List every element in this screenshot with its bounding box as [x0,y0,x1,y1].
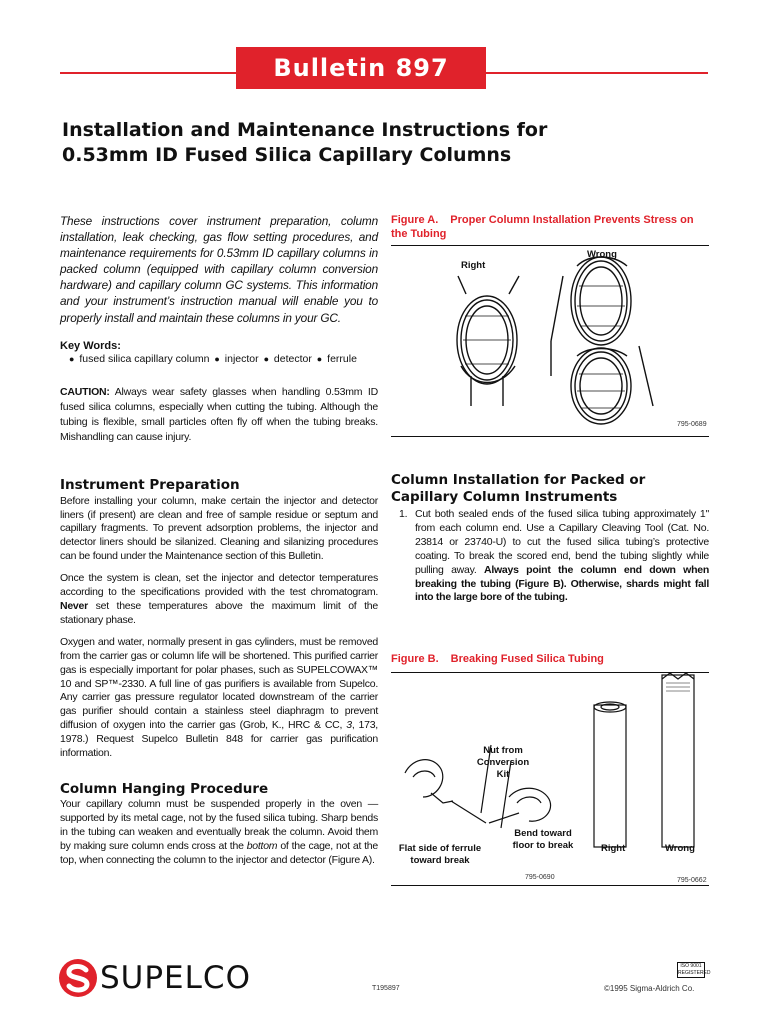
keyword: detector [273,352,312,365]
bulletin-badge: Bulletin 897 [236,47,486,89]
supelco-logo [58,958,251,998]
section-title-installation: Column Installation for Packed or Capillary Column Instruments [391,472,646,505]
emphasis: Never [60,600,88,612]
figure-a-code: 795-0689 [677,421,707,428]
figure-b-caption [391,652,709,666]
title-line-1: Installation and Maintenance Instructions for [62,119,548,141]
bullet-icon: ● [69,353,75,364]
text-run: , 173, 1978.) Request Supelco Bulletin 848 for carrier gas purification information. [60,719,378,760]
instrument-prep-body [60,495,378,761]
figure-b-code-right: 795-0662 [677,877,707,885]
copyright: ©1995 Sigma-Aldrich Co. [604,984,695,993]
paragraph [60,572,378,628]
keyword: ferrule [327,352,357,365]
figure-b-right-label: Right [601,843,626,855]
figure-label: Figure A. [391,214,439,226]
figure-a-right-label: Right [461,260,486,271]
emphasis: Always point the column end down when breaking the tubing (Figure B). Otherwise, shards might fall into the large bore of the tubing. [415,563,709,604]
logo-wordmark: SUPELCO [100,960,251,996]
keyword: fused silica capillary column [79,352,210,365]
emphasis: bottom [246,839,278,852]
caution-label: CAUTION: [60,385,110,398]
right-column [391,213,709,886]
installation-step-1 [391,508,709,613]
text-run: set these temperatures above the maximum limit of the stationary phase. [60,600,378,626]
emphasis: 3 [346,719,352,732]
text-run: Cut both sealed ends of the fused silica tubing approximately 1" from each column end. Use a Capillary Cleaving Tool (Cat. No. 23814 or 23740-U) to cut the fused silica tubing’s protective coating. To break the scored end, bend the tubing slightly while pulling away. [415,508,709,576]
section-title-instrument-prep: Instrument Preparation [60,476,240,493]
bullet-icon: ● [214,353,220,364]
bullet-icon: ● [263,353,269,364]
paragraph [60,798,378,868]
figure-a-wrong-label: Wrong [587,249,617,260]
text-run: Oxygen and water, normally present in gas cylinders, must be removed from the carrier gas or column life will be shortened. This purified carrier gas is especially important for polar phases, such as SUPELCOWAX™ 10 and SP™-2330. A full line of gas purifiers is available from Supelco. Any carrier gas pressure regulator located downstream of the carrier gas purifier should contain a stainless steel diaphragm to prevent diffusion of oxygen into the carrier gas (Grob, K., HRC & CC, [60,635,378,732]
intro-paragraph: These instructions cover instrument preparation, column installation, leak checking, gas flow setting procedures, and maintenance requirements for 0.53mm ID capillary columns in packed column (equipped with capillary column conversion hardware) and capillary column GC systems. This information and your instrument’s instruction manual will enable you to properly install and maintain these columns in your GC. [60,214,378,325]
document-title [62,118,662,168]
figure-b-code-left: 795-0690 [525,874,555,882]
caution-text: Always wear safety glasses when handling 0.53mm ID fused silica columns, especially when cutting the tubing. Although the tubing is flexible, small particles often fly off when the tubing breaks. Mishandling can cause injury. [60,385,378,443]
figure-a-bottom-rule [391,436,709,437]
keywords-title: Key Words: [60,339,121,352]
keyword: injector [224,352,259,365]
figure-b-bottom-rule [391,885,709,886]
title-line-2: 0.53mm ID Fused Silica Capillary Columns [62,144,512,166]
text-run: of the cage, not at the top, when connecting the column to the injector and detector (Figure A). [60,839,378,866]
bend-callout: Bend toward floor to break [512,828,574,852]
paragraph [60,636,378,761]
paragraph: Before installing your column, make certain the injector and detector liners (if present) are clean and free of sample residue or septum and capillary fragments. To prevent adsorption problems, the injector and detector liners should be silanized. Cleaning and silanizing procedures can be found under the Maintenance section of this Bulletin. [60,494,378,563]
hanging-body [60,798,378,868]
left-column [60,213,378,876]
iso-badge: ISO 9001 REGISTERED [678,963,711,976]
caution-paragraph [60,385,378,445]
document-code: T195897 [372,985,400,992]
ferrule-callout: Flat side of ferrule toward break [398,843,482,867]
figure-label: Figure B. [391,653,439,666]
figure-a-area [391,246,709,436]
supelco-s-icon [58,958,98,998]
figure-b-area [391,673,709,885]
figure-a-caption [391,213,709,241]
text-run: Your capillary column must be suspended properly in the oven — supported by its metal cage, not by the fused silica tubing. Sharp bends in the tubing can weaken and eventually break the column. Avoid them by making sure column ends cross at the [60,797,378,852]
bullet-icon: ● [316,353,323,364]
section-title-hanging: Column Hanging Procedure [60,780,269,797]
figure-b-wrong-label: Wrong [665,843,695,855]
figure-title: Proper Column Installation Prevents Stress on the Tubing [391,214,694,240]
step-number: 1. [399,508,408,520]
step-text [409,508,709,605]
column-cage-illustration [391,246,709,436]
text-run: Once the system is clean, set the injector and detector temperatures according to the specifications provided with the test chromatogram. [60,572,378,599]
figure-title: Breaking Fused Silica Tubing [450,653,604,666]
keywords-list [60,352,378,366]
nut-callout: Nut from Conversion Kit [476,745,530,781]
